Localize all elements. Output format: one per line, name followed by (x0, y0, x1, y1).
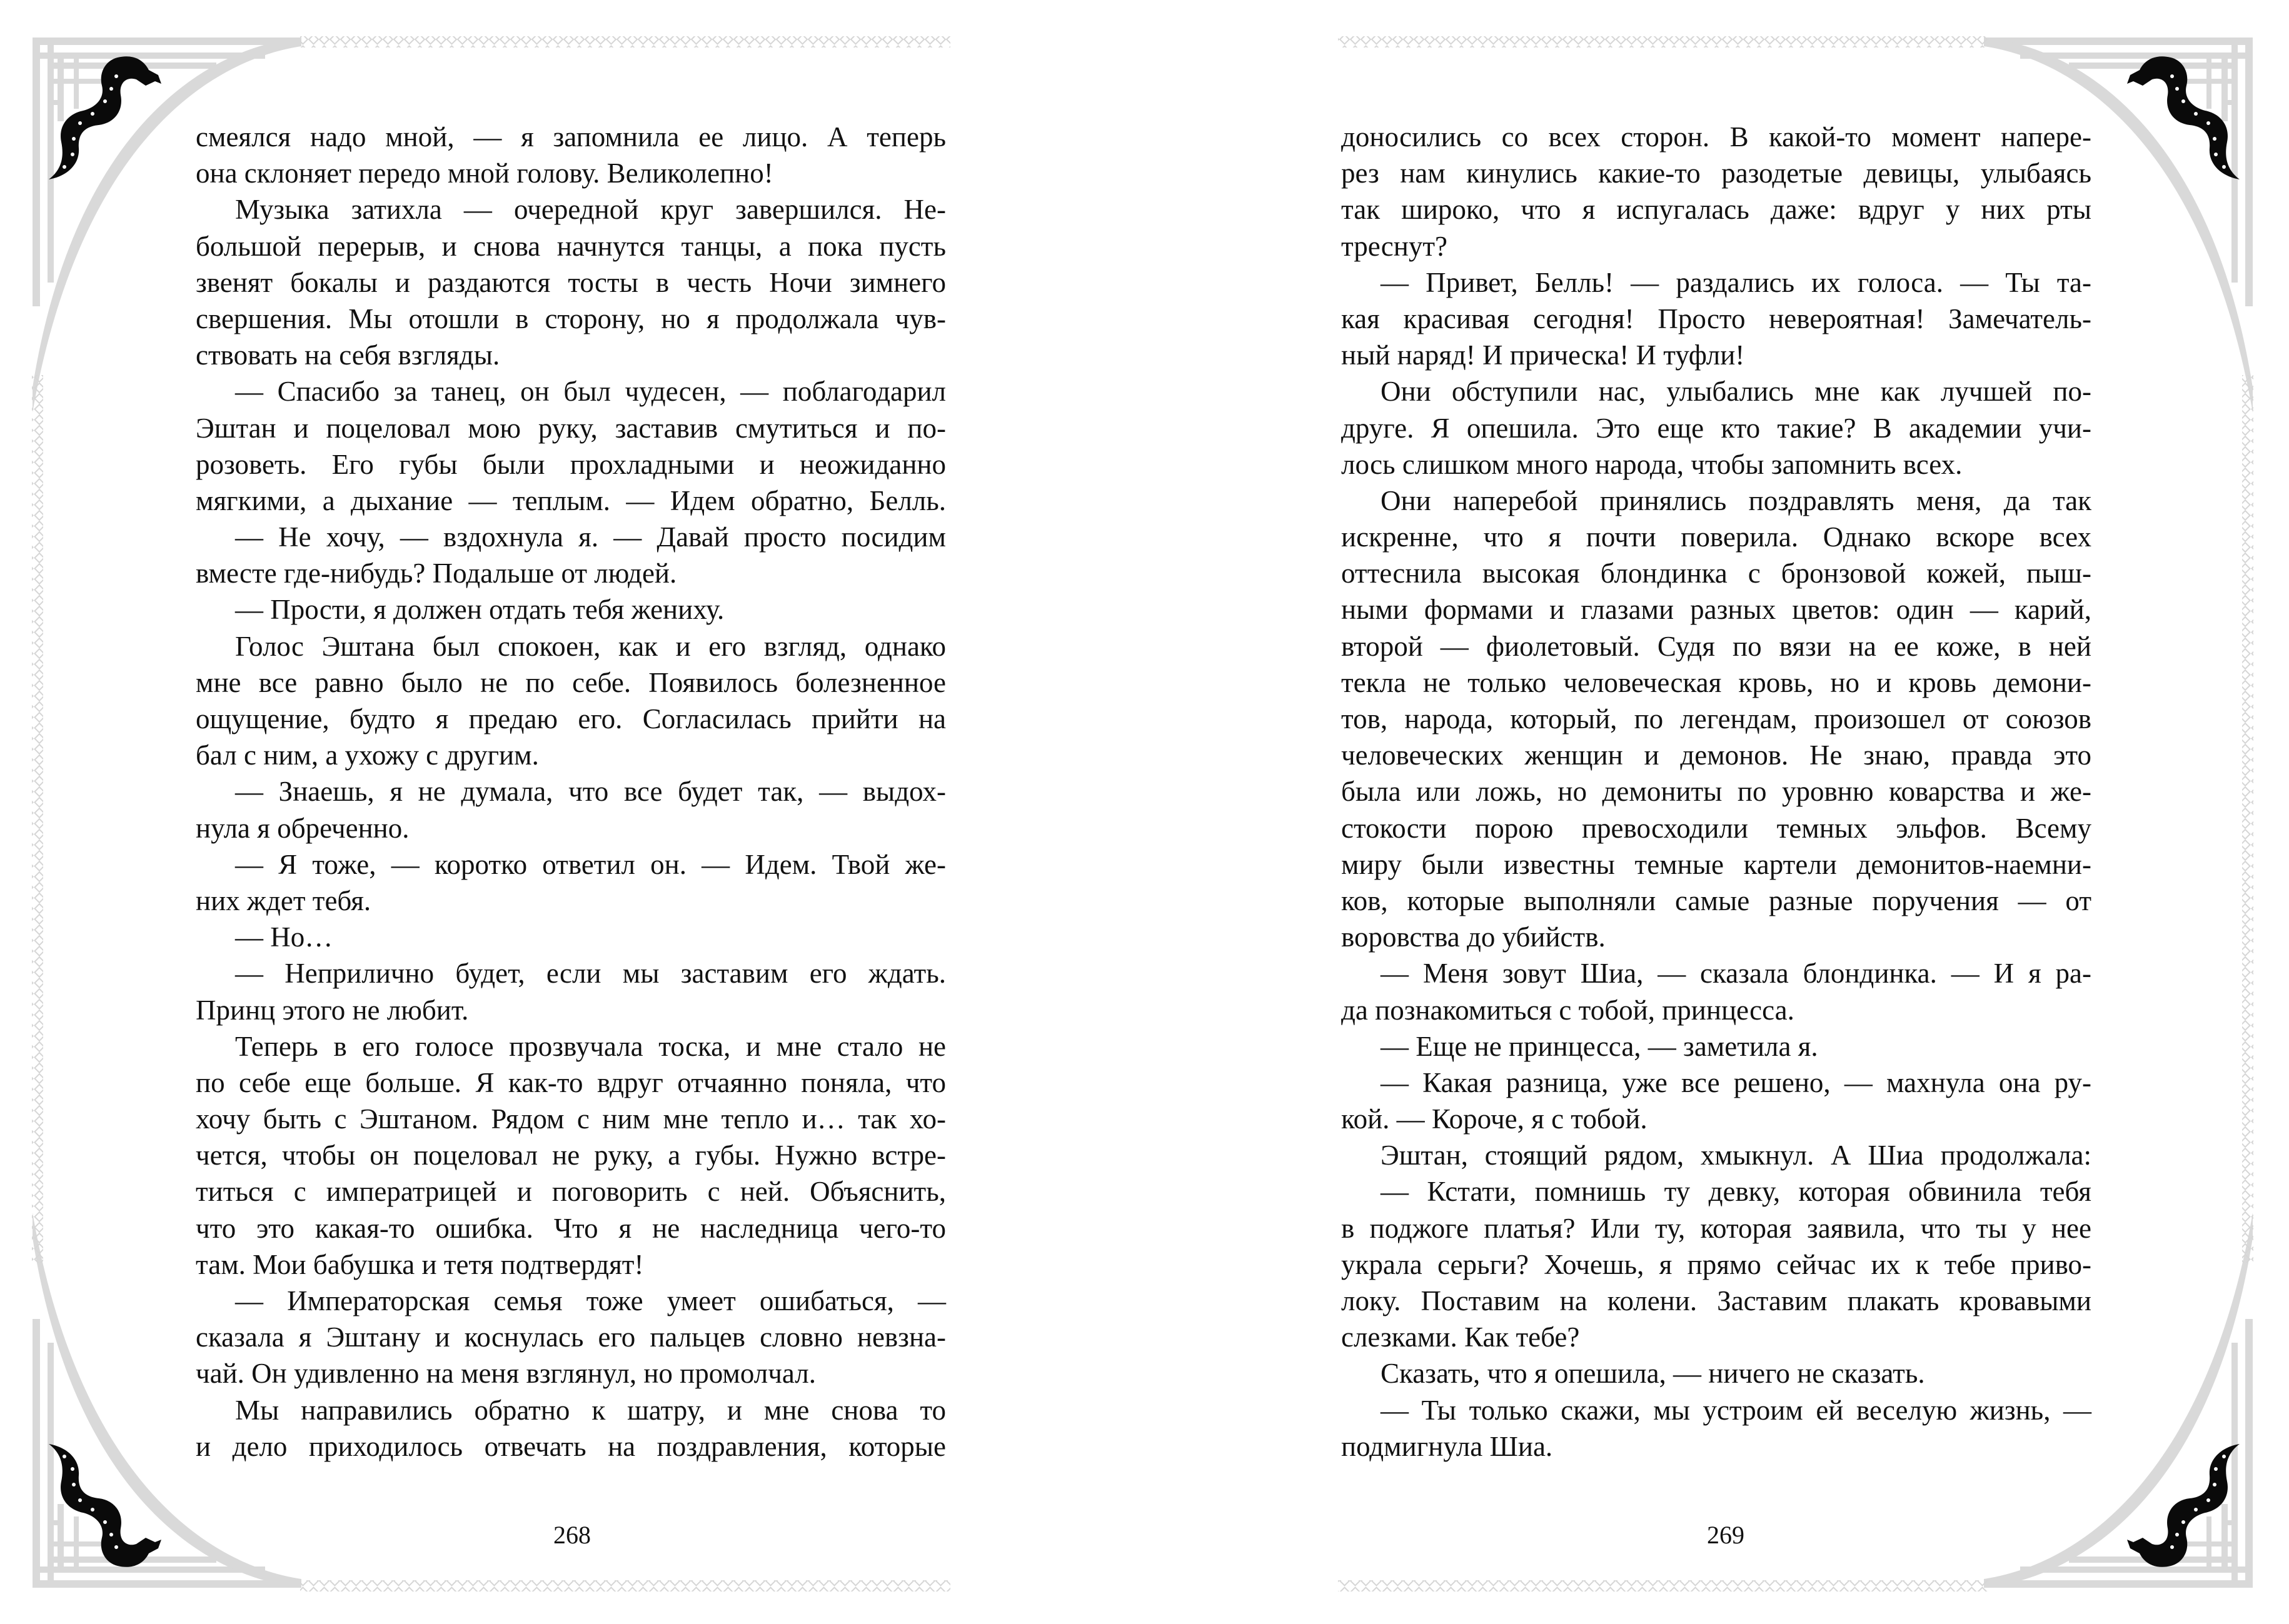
text-line: второй — фиолетовый. Судя по вязи на ее коже, в ней (1341, 630, 2091, 662)
right-page-body (1341, 119, 2091, 1465)
text-line: Голос Эштана был спокоен, как и его взгляд, однако (235, 630, 946, 662)
text-line: — Знаешь, я не думала, что все будет так, — выдох- (235, 776, 946, 808)
text-line: она склоняет передо мной голову. Великолепно! (196, 158, 773, 189)
text-line: ствовать на себя взгляды. (196, 339, 500, 371)
text-line: да познакомиться с тобой, принцесса. (1341, 994, 1794, 1026)
text-line: вместе где-нибудь? Подальше от людей. (196, 558, 677, 589)
text-line: рез нам кинулись какие-то разодетые девицы, улыбаясь (1341, 158, 2091, 189)
text-line: воровства до убийств. (1341, 921, 1606, 953)
text-line: мягкими, а дыхание — теплым. — Идем обратно, Белль. (196, 484, 946, 516)
text-line: — Еще не принцесса, — заметила я. (1381, 1030, 1818, 1062)
text-line: чется, чтобы он поцеловал не руку, а губы. Нужно встре- (196, 1140, 946, 1171)
text-line: — Кстати, помнишь ту девку, которая обвинила тебя (1381, 1176, 2091, 1208)
page-number-left: 268 (553, 1521, 591, 1549)
text-line: Они обступили нас, улыбались мне как лучшей по- (1381, 376, 2091, 408)
text-line: звенят бокалы и раздаются тосты в честь Ночи зимнего (196, 266, 946, 298)
text-line: искренне, что я почти поверила. Однако вскоре всех (1341, 521, 2091, 553)
text-line: мне все равно было не по себе. Появилось болезненное (196, 666, 946, 698)
text-line: стокости порою превосходили темных эльфов. Всему (1341, 812, 2091, 844)
text-line: Они наперебой принялись поздравлять меня, да так (1381, 484, 2091, 516)
text-line: по себе еще больше. Я как-то вдруг отчаянно поняла, что (196, 1066, 946, 1098)
text-line: тов, народа, который, по легендам, произошел от союзов (1341, 703, 2091, 734)
text-line: кая красивая сегодня! Просто невероятная! Замечатель- (1341, 303, 2091, 334)
text-line: Эштан, стоящий рядом, хмыкнул. А Шиа продолжала: (1381, 1140, 2091, 1171)
text-line: ный наряд! И прическа! И туфли! (1341, 339, 1745, 371)
dragon-icon (2121, 39, 2252, 183)
text-line: них ждет тебя. (196, 885, 371, 916)
text-line: Мы направились обратно к шатру, и мне снова то (235, 1394, 946, 1426)
dragon-icon (36, 1441, 168, 1585)
text-line: миру были известны темные картели демонитов-наемни- (1341, 848, 2091, 880)
text-line: — Я тоже, — коротко ответил он. — Идем. Твой же- (235, 848, 946, 880)
text-line: ощущение, будто я предаю его. Согласилась прийти на (196, 703, 946, 734)
text-line: Эштан и поцеловал мою руку, заставив смутиться и по- (196, 412, 946, 444)
text-line: — Не хочу, — вздохнула я. — Давай просто посидим (235, 521, 946, 553)
text-line: — Меня зовут Шиа, — сказала блондинка. — И я ра- (1381, 958, 2091, 990)
text-line: была или ложь, но демониты по уровню коварства и же- (1341, 776, 2091, 808)
dragon-icon (2121, 1441, 2252, 1585)
text-line: подмигнула Шиа. (1341, 1430, 1553, 1462)
text-line: украла серьги? Хочешь, я прямо сейчас их к тебе приво- (1341, 1248, 2091, 1280)
text-line: текла не только человеческая кровь, но и кровь демони- (1341, 666, 2091, 698)
text-line: так широко, что я испугалась даже: вдруг у них рты (1341, 194, 2091, 226)
text-line: лось слишком много народа, чтобы запомнить всех. (1341, 448, 1963, 480)
page-number-right: 269 (1707, 1521, 1744, 1549)
text-line: ков, которые выполняли самые разные поручения — от (1341, 885, 2091, 916)
text-line: сказала я Эштану и коснулась его пальцев словно невзна- (196, 1321, 946, 1353)
text-line: — Привет, Белль! — раздались их голоса. — Ты та- (1381, 266, 2091, 298)
text-line: розоветь. Его губы были прохладными и неожиданно (196, 448, 946, 480)
text-line: титься с императрицей и поговорить с ней. Объяснить, (196, 1176, 946, 1208)
text-line: — Прости, я должен отдать тебя жениху. (235, 594, 725, 626)
text-line: и дело приходилось отвечать на поздравления, которые (196, 1430, 946, 1462)
text-line: ными формами и глазами разных цветов: один — карий, (1341, 594, 2091, 626)
text-line: что это какая-то ошибка. Что я не наследница чего-то (196, 1212, 946, 1244)
text-line: в поджоге платья? Или ту, которая заявила, что ты у нее (1341, 1212, 2091, 1244)
text-line: слезками. Как тебе? (1341, 1321, 1580, 1353)
dragon-icon (36, 39, 168, 183)
text-line: — Но… (235, 921, 333, 953)
text-line: Принц этого не любит. (196, 994, 469, 1026)
text-line: друге. Я опешила. Это еще кто такие? В академии учи- (1341, 412, 2091, 444)
text-line: — Ты только скажи, мы устроим ей веселую жизнь, — (1381, 1394, 2091, 1426)
text-line: смеялся надо мной, — я запомнила ее лицо. А теперь (196, 121, 946, 153)
text-line: большой перерыв, и снова начнутся танцы, а пока пусть (196, 230, 946, 262)
text-line: Сказать, что я опешила, — ничего не сказать. (1381, 1358, 1925, 1390)
text-line: Музыка затихла — очередной круг завершился. Не- (235, 194, 946, 226)
text-line: — Неприлично будет, если мы заставим его ждать. (235, 958, 946, 990)
text-line: человеческих женщин и демонов. Не знаю, правда это (1341, 739, 2091, 771)
text-line: оттеснила высокая блондинка с бронзовой кожей, пыш- (1341, 558, 2091, 589)
text-line: — Спасибо за танец, он был чудесен, — поблагодарил (235, 376, 946, 408)
left-page-body (196, 119, 946, 1465)
text-line: доносились со всех сторон. В какой-то момент напере- (1341, 121, 2091, 153)
text-line: — Императорская семья тоже умеет ошибаться, — (235, 1285, 946, 1316)
text-line: Теперь в его голосе прозвучала тоска, и мне стало не (235, 1030, 946, 1062)
text-line: хочу быть с Эштаном. Рядом с ним мне тепло и… так хо- (196, 1103, 946, 1135)
text-line: треснут? (1341, 230, 1448, 262)
text-line: свершения. Мы отошли в сторону, но я продолжала чув- (196, 303, 946, 334)
text-line: локу. Поставим на колени. Заставим плакать кровавыми (1341, 1285, 2091, 1316)
text-line: чай. Он удивленно на меня взглянул, но промолчал. (196, 1358, 816, 1390)
text-line: там. Мои бабушка и тетя подтвердят! (196, 1248, 644, 1280)
text-line: нула я обреченно. (196, 812, 410, 844)
text-line: — Какая разница, уже все решено, — махнула она ру- (1381, 1066, 2091, 1098)
text-line: кой. — Короче, я с тобой. (1341, 1103, 1648, 1135)
text-line: бал с ним, а ухожу с другим. (196, 739, 539, 771)
